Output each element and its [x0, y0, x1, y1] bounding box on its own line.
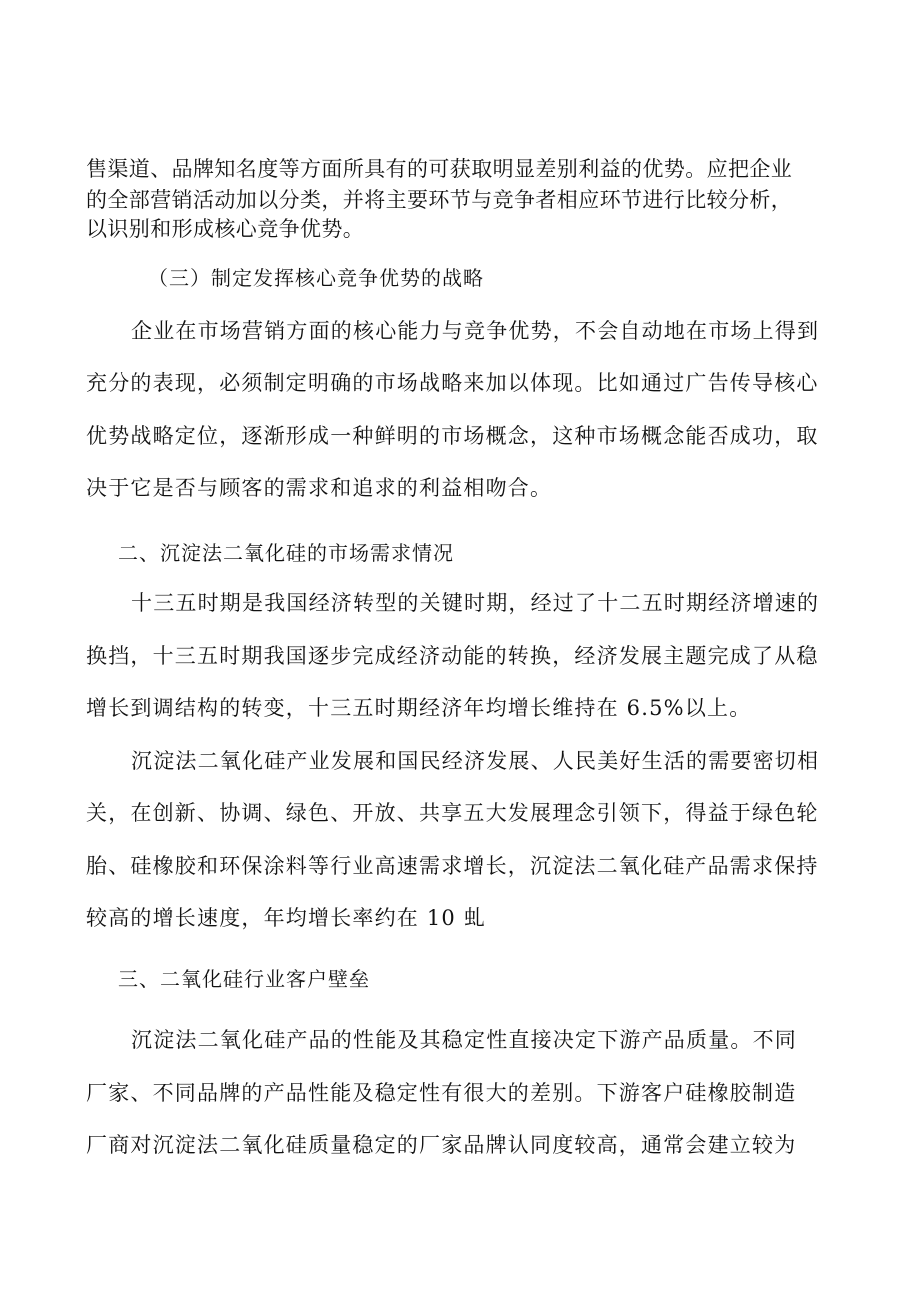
paragraph-line: 厂家、不同品牌的产品性能及稳定性有很大的差别。下游客户硅橡胶制造: [86, 1081, 797, 1105]
paragraph-line: 的全部营销活动加以分类，并将主要环节与竞争者相应环节进行比较分析，: [86, 188, 793, 212]
paragraph-line: 沉淀法二氧化硅产业发展和国民经济发展、人民美好生活的需要密切相: [131, 749, 820, 773]
paragraph-line: 优势战略定位，逐渐形成一种鲜明的市场概念，这种市场概念能否成功，取: [86, 424, 819, 448]
paragraph-line: 换挡，十三五时期我国逐步完成经济动能的转换，经济发展主题完成了从稳: [86, 644, 819, 668]
paragraph-line: 沉淀法二氧化硅产品的性能及其稳定性直接决定下游产品质量。不同: [131, 1028, 797, 1052]
paragraph-line: 厂商对沉淀法二氧化硅质量稳定的厂家品牌认同度较高，通常会建立较为: [86, 1133, 797, 1157]
paragraph-line: 较高的增长速度，年均增长率约在 10 虬: [86, 906, 487, 930]
paragraph-line: 增长到调结构的转变，十三五时期经济年均增长维持在 6.5%以上。: [86, 696, 752, 720]
paragraph-line: 胎、硅橡胶和环保涂料等行业高速需求增长，沉淀法二氧化硅产品需求保持: [86, 854, 819, 878]
paragraph-line: 售渠道、品牌知名度等方面所具有的可获取明显差别利益的优势。应把企业: [86, 157, 793, 181]
paragraph-line: 以识别和形成核心竞争优势。: [86, 217, 365, 241]
paragraph-line: 决于它是否与顾客的需求和追求的利益相吻合。: [86, 476, 553, 500]
paragraph-line: 充分的表现，必须制定明确的市场战略来加以体现。比如通过广告传导核心: [86, 371, 819, 395]
paragraph-line: 十三五时期是我国经济转型的关键时期，经过了十二五时期经济增速的: [131, 591, 820, 615]
section-heading: 二、沉淀法二氧化硅的市场需求情况: [118, 541, 454, 565]
section-heading: 三、二氧化硅行业客户壁垒: [118, 967, 370, 991]
section-heading: （三）制定发挥核心竞争优势的战略: [148, 266, 484, 290]
paragraph-line: 企业在市场营销方面的核心能力与竞争优势，不会自动地在市场上得到: [131, 319, 820, 343]
paragraph-line: 关，在创新、协调、绿色、开放、共享五大发展理念引领下，得益于绿色轮: [86, 801, 819, 825]
